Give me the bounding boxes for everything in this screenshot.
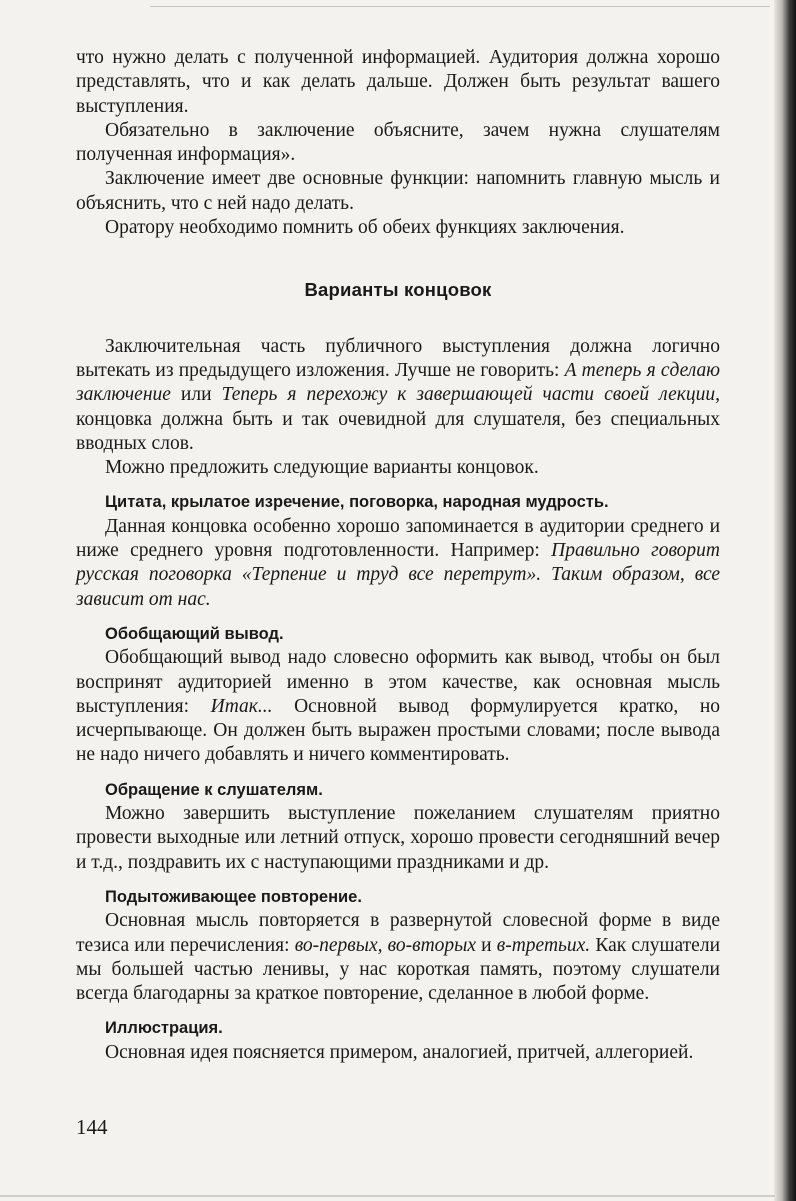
quote-subheading: Цитата, крылатое изречение, поговорка, народная мудрость. <box>105 493 609 512</box>
summary-paragraph <box>76 646 720 767</box>
page-number: 144 <box>76 1115 108 1139</box>
quote-italic: Правильно говорит русская поговорка «Терпение и труд все перетрут». Таким образом, все зависит от нас. <box>76 540 720 610</box>
section-intro-paragraph <box>76 335 720 456</box>
section-intro-text-b: или <box>170 384 222 406</box>
repetition-italic-1: во-первых, во-вторых <box>294 934 477 956</box>
quote-paragraph <box>76 515 720 612</box>
intro-paragraph-1: что нужно делать с полученной информацией. Аудитория должна хорошо представлять, что и как делать дальше. Должен быть результат вашего выступления. <box>76 47 720 117</box>
section-intro-italic-2: Теперь я перехожу к завершающей части своей лекции <box>221 384 716 406</box>
repetition-subheading: Подытоживающее повторение. <box>105 887 362 906</box>
intro-paragraph-3: Заключение имеет две основные функции: напомнить главную мысль и объяснить, что с ней надо делать. <box>76 168 720 214</box>
section-intro-text-a: Заключительная часть публичного выступления должна логично вытекать из предыдущего изложения. Лучше не говорить: <box>76 335 720 381</box>
bottom-rule <box>0 1195 775 1197</box>
book-spine-shadow <box>774 0 796 1201</box>
illustration-paragraph: Основная идея поясняется примером, аналогией, притчей, аллегорией. <box>105 1041 694 1063</box>
summary-text-a: Обобщающий вывод надо словесно оформить как вывод, чтобы он был воспринят аудиторией именно в этом качестве, как основная мысль выступления: <box>76 647 720 717</box>
summary-subheading: Обобщающий вывод. <box>105 624 284 643</box>
intro-paragraph-4: Оратору необходимо помнить об обеих функциях заключения. <box>105 217 625 239</box>
appeal-paragraph: Можно завершить выступление пожеланием слушателям приятно провести выходные или летний отпуск, хорошо провести сегодняшний вечер и т.д., поздравить их с наступающими праздниками и др. <box>76 803 720 873</box>
section-intro-italic-1: А теперь я сделаю заключение <box>76 359 720 406</box>
illustration-subheading: Иллюстрация. <box>105 1019 223 1038</box>
intro-paragraph-2: Обязательно в заключение объясните, зачем нужна слушателям полученная информация». <box>76 119 720 166</box>
summary-italic: Итак... <box>210 695 273 717</box>
repetition-italic-2: в-третьих. <box>496 934 591 956</box>
quote-text: Данная концовка особенно хорошо запоминается в аудитории среднего и ниже среднего уровня подготовленности. Например: <box>76 515 720 562</box>
page-body <box>76 46 720 1065</box>
repetition-text-b: и <box>476 934 497 956</box>
section-intro-paragraph-2: Можно предложить следующие варианты концовок. <box>105 457 539 479</box>
summary-text-b: Основной вывод формулируется кратко, но исчерпывающе. Он должен быть выражен простыми словами; после вывода не надо ничего добавлять и ничего комментировать. <box>76 695 721 766</box>
section-heading: Варианты концовок <box>304 279 492 301</box>
top-rule <box>150 6 770 7</box>
section-intro-text-c: , концовка должна быть и так очевидной для слушателя, без специальных вводных слов. <box>76 384 721 454</box>
repetition-text-a: Основная мысль повторяется в развернутой словесной форме в виде тезиса или перечисления: <box>76 910 720 956</box>
appeal-subheading: Обращение к слушателям. <box>105 780 323 799</box>
repetition-paragraph <box>76 909 720 1006</box>
repetition-text-c: Как слушатели мы большей частью ленивы, у нас короткая память, поэтому слушатели всегда благодарны за краткое повторение, сделанное в любой форме. <box>76 934 720 1005</box>
